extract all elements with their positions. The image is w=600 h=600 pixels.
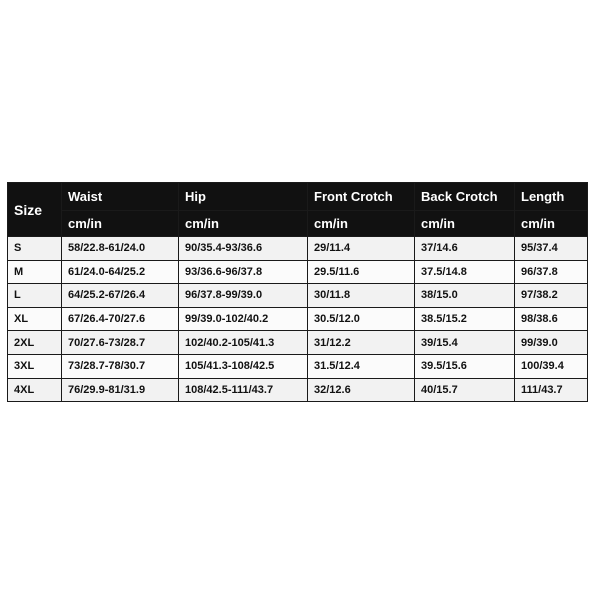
front-crotch-unit: cm/in	[308, 211, 415, 237]
waist-cell: 73/28.7-78/30.7	[62, 354, 179, 378]
length-cell: 96/37.8	[515, 260, 588, 284]
front-crotch-cell: 30.5/12.0	[308, 307, 415, 331]
table-row	[8, 378, 588, 402]
size-chart-table	[7, 182, 588, 402]
table-row	[8, 284, 588, 308]
front-crotch-cell: 32/12.6	[308, 378, 415, 402]
header-row-names	[8, 183, 588, 211]
waist-cell: 58/22.8-61/24.0	[62, 237, 179, 261]
size-cell: S	[8, 237, 62, 261]
hip-cell: 93/36.6-96/37.8	[179, 260, 308, 284]
length-cell: 97/38.2	[515, 284, 588, 308]
size-cell: M	[8, 260, 62, 284]
waist-cell: 67/26.4-70/27.6	[62, 307, 179, 331]
hip-cell: 99/39.0-102/40.2	[179, 307, 308, 331]
size-cell: 2XL	[8, 331, 62, 355]
hip-cell: 105/41.3-108/42.5	[179, 354, 308, 378]
size-cell: XL	[8, 307, 62, 331]
hip-cell: 90/35.4-93/36.6	[179, 237, 308, 261]
waist-cell: 61/24.0-64/25.2	[62, 260, 179, 284]
hip-cell: 96/37.8-99/39.0	[179, 284, 308, 308]
length-cell: 95/37.4	[515, 237, 588, 261]
back-crotch-cell: 37.5/14.8	[415, 260, 515, 284]
size-cell: L	[8, 284, 62, 308]
back-crotch-cell: 38.5/15.2	[415, 307, 515, 331]
waist-unit: cm/in	[62, 211, 179, 237]
front-crotch-cell: 29.5/11.6	[308, 260, 415, 284]
hip-column-header: Hip	[179, 183, 308, 211]
back-crotch-cell: 39/15.4	[415, 331, 515, 355]
front-crotch-cell: 30/11.8	[308, 284, 415, 308]
front-crotch-cell: 29/11.4	[308, 237, 415, 261]
length-cell: 111/43.7	[515, 378, 588, 402]
size-cell: 3XL	[8, 354, 62, 378]
hip-cell: 108/42.5-111/43.7	[179, 378, 308, 402]
front-crotch-cell: 31.5/12.4	[308, 354, 415, 378]
header-row-units	[8, 211, 588, 237]
table-header	[8, 183, 588, 237]
table-row	[8, 237, 588, 261]
back-crotch-cell: 40/15.7	[415, 378, 515, 402]
table-body	[8, 237, 588, 402]
table-row	[8, 307, 588, 331]
size-column-header: Size	[8, 183, 62, 237]
length-cell: 99/39.0	[515, 331, 588, 355]
table-row	[8, 260, 588, 284]
length-cell: 100/39.4	[515, 354, 588, 378]
front-crotch-cell: 31/12.2	[308, 331, 415, 355]
hip-cell: 102/40.2-105/41.3	[179, 331, 308, 355]
length-unit: cm/in	[515, 211, 588, 237]
waist-cell: 64/25.2-67/26.4	[62, 284, 179, 308]
waist-cell: 76/29.9-81/31.9	[62, 378, 179, 402]
back-crotch-unit: cm/in	[415, 211, 515, 237]
length-column-header: Length	[515, 183, 588, 211]
table-row	[8, 354, 588, 378]
front-crotch-column-header: Front Crotch	[308, 183, 415, 211]
size-cell: 4XL	[8, 378, 62, 402]
back-crotch-cell: 39.5/15.6	[415, 354, 515, 378]
waist-cell: 70/27.6-73/28.7	[62, 331, 179, 355]
waist-column-header: Waist	[62, 183, 179, 211]
back-crotch-cell: 38/15.0	[415, 284, 515, 308]
table-row	[8, 331, 588, 355]
hip-unit: cm/in	[179, 211, 308, 237]
back-crotch-column-header: Back Crotch	[415, 183, 515, 211]
length-cell: 98/38.6	[515, 307, 588, 331]
back-crotch-cell: 37/14.6	[415, 237, 515, 261]
